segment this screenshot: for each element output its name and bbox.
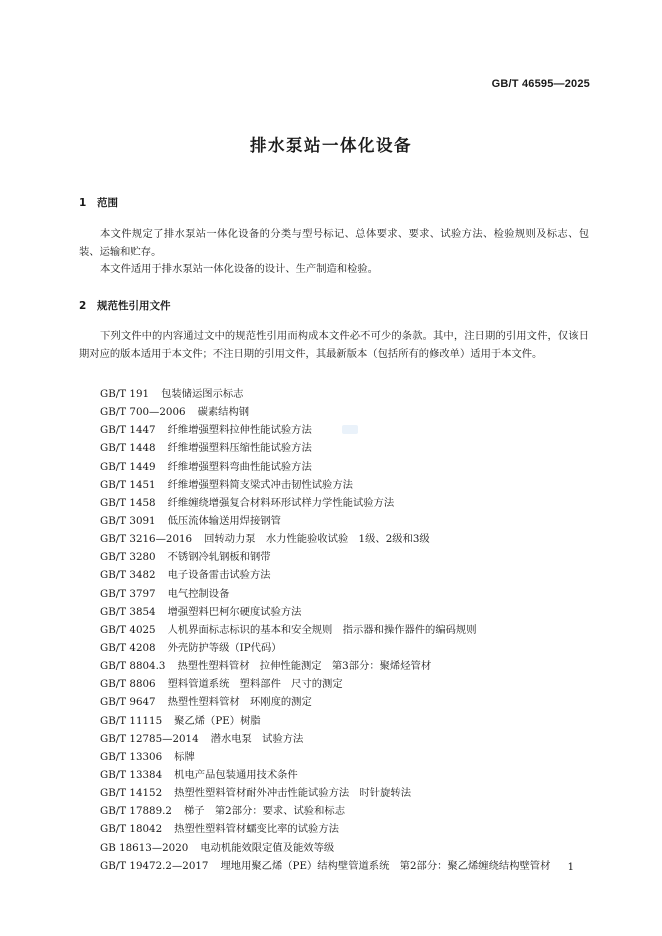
reference-item xyxy=(100,693,550,711)
reference-title: 不锈钢冷轧钢板和钢带 xyxy=(167,551,271,564)
reference-title: 梯子 第2部分：要求、试验和标志 xyxy=(183,805,345,818)
reference-title: 热塑性塑料管材蠕变比率的试验方法 xyxy=(174,823,339,836)
standard-number: GB/T 46595—2025 xyxy=(491,78,590,90)
reference-item xyxy=(100,530,550,548)
reference-code: GB/T 8806 xyxy=(100,678,156,691)
reference-code: GB/T 9647 xyxy=(100,696,156,709)
reference-code: GB/T 18042 xyxy=(100,823,163,836)
section-number: 1 xyxy=(79,197,87,209)
reference-title: 纤维增强塑料简支梁式冲击韧性试验方法 xyxy=(167,478,353,491)
reference-title: 外壳防护等级（IP代码） xyxy=(167,641,282,654)
reference-code: GB/T 4208 xyxy=(100,641,156,654)
reference-item xyxy=(100,802,550,820)
reference-item xyxy=(100,839,550,857)
reference-title: 埋地用聚乙烯（PE）结构壁管道系统 第2部分：聚乙烯缠绕结构壁管材 xyxy=(220,859,551,872)
reference-title: 包装储运图示标志 xyxy=(161,388,244,400)
section-title: 规范性引用文件 xyxy=(97,300,171,312)
reference-item xyxy=(100,494,550,512)
reference-item xyxy=(100,748,550,766)
reference-item xyxy=(100,712,550,730)
reference-title: 机电产品包装通用技术条件 xyxy=(174,768,298,781)
reference-code: GB/T 1451 xyxy=(100,478,156,491)
reference-item xyxy=(100,385,550,403)
reference-title: 回转动力泵 水力性能验收试验 1级、2级和3级 xyxy=(204,533,430,546)
reference-code: GB/T 11115 xyxy=(100,714,163,727)
reference-code: GB/T 3797 xyxy=(100,587,156,600)
watermark-stamp xyxy=(342,425,358,434)
scope-paragraph-2: 本文件适用于排水泵站一体化设备的设计、生产制造和检验。 xyxy=(100,263,379,275)
reference-title: 纤维增强塑料压缩性能试验方法 xyxy=(167,442,312,455)
reference-code: GB/T 191 xyxy=(100,388,150,400)
reference-code: GB/T 4025 xyxy=(100,623,156,636)
reference-title: 碳素结构钢 xyxy=(197,406,250,419)
reference-code: GB/T 8804.3 xyxy=(100,660,166,673)
reference-item xyxy=(100,766,550,784)
reference-title: 电子设备雷击试验方法 xyxy=(167,569,271,582)
reference-title: 增强塑料巴柯尔硬度试验方法 xyxy=(167,605,302,618)
reference-code: GB/T 1458 xyxy=(100,496,156,509)
reference-item xyxy=(100,657,550,675)
reference-code: GB/T 1449 xyxy=(100,460,156,473)
reference-list xyxy=(100,385,550,875)
reference-item xyxy=(100,730,550,748)
reference-item xyxy=(100,603,550,621)
reference-code: GB/T 1447 xyxy=(100,424,156,437)
reference-code: GB/T 17889.2 xyxy=(100,805,172,818)
reference-title: 纤维缠绕增强复合材料环形试样力学性能试验方法 xyxy=(167,496,395,509)
reference-item xyxy=(100,421,550,439)
reference-title: 热塑性塑料管材 拉伸性能测定 第3部分：聚烯烃管材 xyxy=(177,660,432,673)
reference-item xyxy=(100,784,550,802)
reference-code: GB/T 3216—2016 xyxy=(100,533,193,546)
reference-item xyxy=(100,857,550,875)
reference-item xyxy=(100,566,550,584)
reference-code: GB/T 3280 xyxy=(100,551,156,564)
reference-title: 低压流体输送用焊接钢管 xyxy=(167,514,281,527)
reference-title: 标牌 xyxy=(174,750,195,763)
reference-title: 热塑性塑料管材 环刚度的测定 xyxy=(167,696,312,709)
reference-code: GB/T 12785—2014 xyxy=(100,732,199,745)
reference-item xyxy=(100,476,550,494)
reference-title: 电动机能效限定值及能效等级 xyxy=(200,841,335,854)
document-title: 排水泵站一体化设备 xyxy=(250,136,412,155)
reference-item xyxy=(100,512,550,530)
references-intro-paragraph: 下列文件中的内容通过文中的规范性引用而构成本文件必不可少的条款。其中，注日期的引用文件，仅该日期对应的版本适用于本文件；不注日期的引用文件，其最新版本（包括所有的修改单）适用于本文件。 xyxy=(79,330,589,360)
reference-item xyxy=(100,675,550,693)
reference-title: 潜水电泵 试验方法 xyxy=(210,732,304,745)
reference-item xyxy=(100,820,550,838)
reference-code: GB 18613—2020 xyxy=(100,841,189,854)
reference-title: 纤维增强塑料拉伸性能试验方法 xyxy=(167,424,312,437)
section-number: 2 xyxy=(79,300,87,312)
reference-code: GB/T 19472.2—2017 xyxy=(100,859,209,872)
reference-item xyxy=(100,585,550,603)
reference-item xyxy=(100,548,550,566)
reference-title: 热塑性塑料管材耐外冲击性能试验方法 时针旋转法 xyxy=(174,787,411,800)
section-heading-normative-references xyxy=(79,298,171,313)
reference-title: 人机界面标志标识的基本和安全规则 指示器和操作器件的编码规则 xyxy=(167,623,477,636)
reference-title: 塑料管道系统 塑料部件 尺寸的测定 xyxy=(167,678,343,691)
reference-code: GB/T 3482 xyxy=(100,569,156,582)
reference-title: 电气控制设备 xyxy=(167,587,230,600)
section-heading-scope xyxy=(79,195,118,210)
reference-code: GB/T 14152 xyxy=(100,787,163,800)
reference-code: GB/T 700—2006 xyxy=(100,406,186,419)
reference-title: 聚乙烯（PE）树脂 xyxy=(174,714,261,727)
reference-code: GB/T 13384 xyxy=(100,768,163,781)
section-title: 范围 xyxy=(97,197,118,209)
reference-code: GB/T 3091 xyxy=(100,514,156,527)
reference-code: GB/T 3854 xyxy=(100,605,156,618)
reference-item xyxy=(100,439,550,457)
reference-item xyxy=(100,403,550,421)
scope-paragraph-1: 本文件规定了排水泵站一体化设备的分类与型号标记、总体要求、要求、试验方法、检验规则及标志、包装、运输和贮存。 xyxy=(79,228,589,258)
page-number: 1 xyxy=(567,862,574,873)
reference-code: GB/T 1448 xyxy=(100,442,156,455)
reference-item xyxy=(100,458,550,476)
reference-code: GB/T 13306 xyxy=(100,750,163,763)
reference-item xyxy=(100,639,550,657)
reference-item xyxy=(100,621,550,639)
reference-title: 纤维增强塑料弯曲性能试验方法 xyxy=(167,460,312,473)
